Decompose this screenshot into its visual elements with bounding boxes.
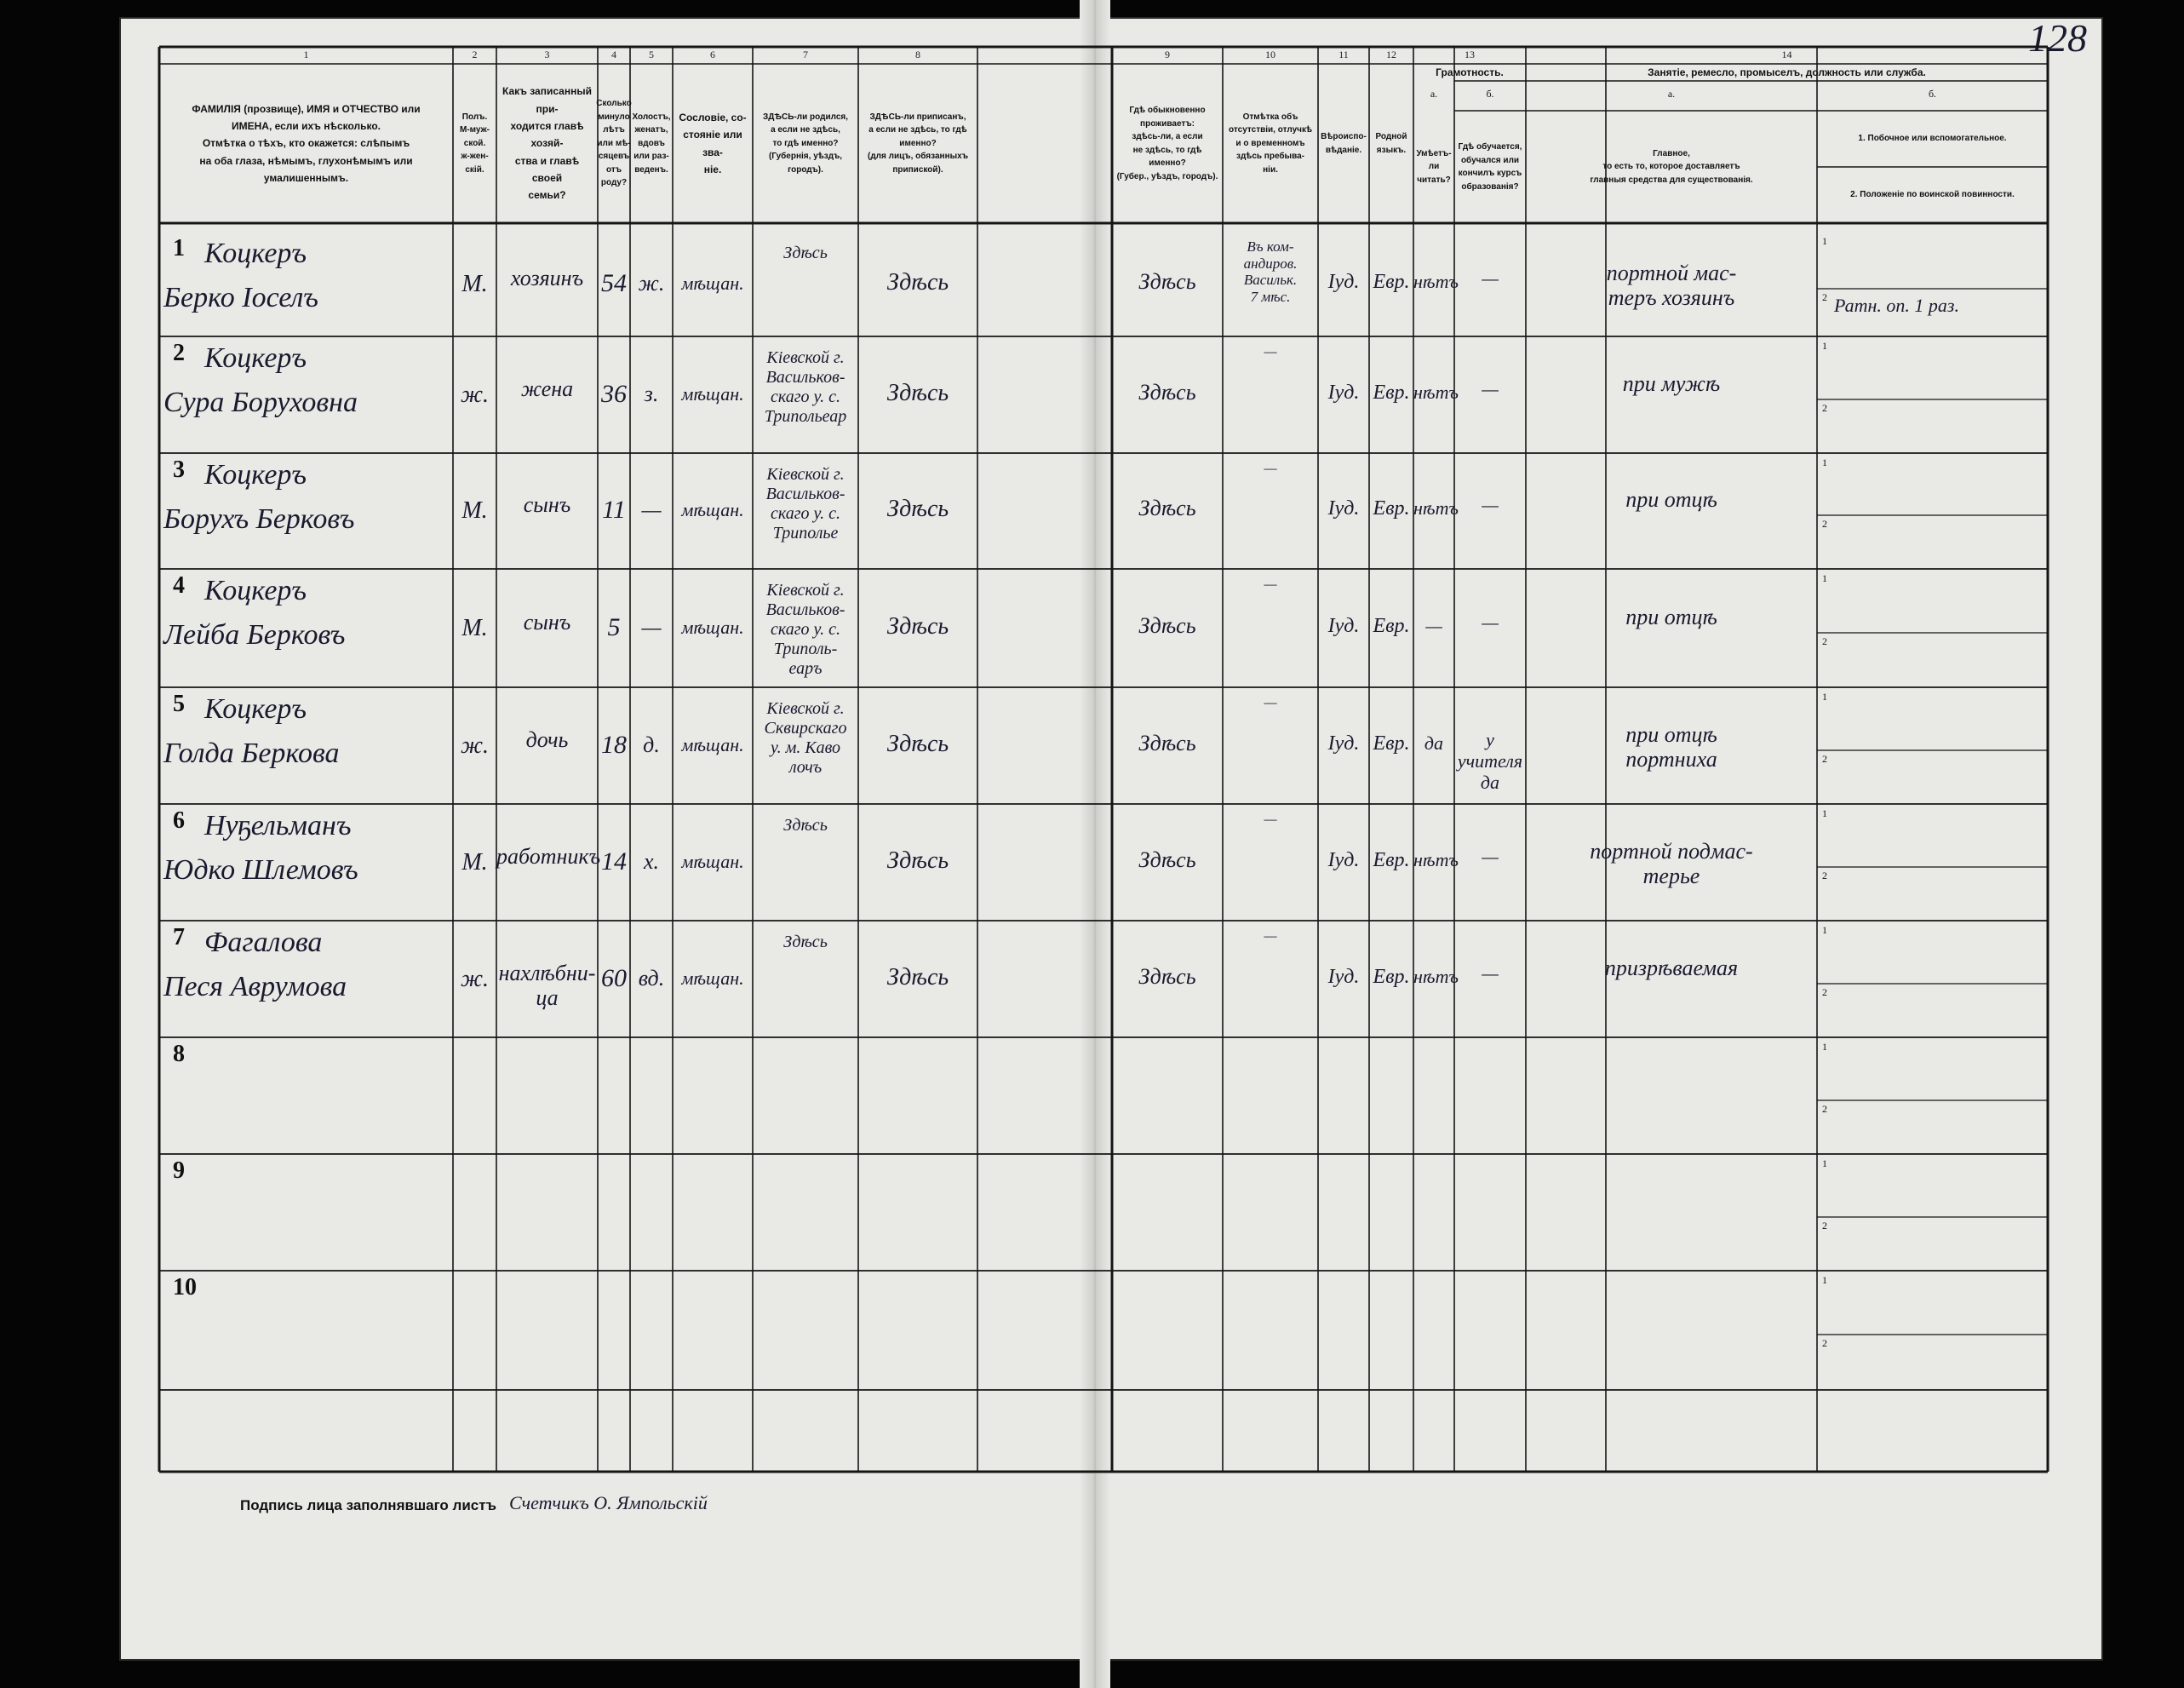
religion: Іуд. [1327, 614, 1360, 637]
header-c5: Холостъ, женатъ, вдовъ или раз- веденъ. [632, 112, 671, 175]
military-marker-2: 2 [1822, 1337, 1827, 1349]
sub-column-letter: а. [1667, 88, 1676, 100]
header-c7: ЗДѢСЬ-ли родился, а если не здѣсь, то гдѣ именно? (Губернія, уѣздъ, городъ). [762, 112, 849, 175]
header-c13a: Умѣетъ- ли читать? [1416, 148, 1452, 185]
sex: М. [461, 497, 488, 524]
given-name: Берко Іоселъ [163, 282, 318, 313]
literacy: — [1425, 614, 1442, 636]
residence: Здѣсь [1138, 268, 1196, 294]
occupation: призрѣваемая [1604, 955, 1739, 980]
residence: Здѣсь [1138, 496, 1196, 520]
military-status: Ратн. оп. 1 раз. [1834, 294, 1959, 316]
birthplace: Кіевской г. Васильков- скаго у. с. Триполь- еаръ [765, 581, 846, 678]
marital-status: х. [643, 848, 660, 874]
surname: Коцкеръ [204, 459, 307, 491]
religion: Іуд. [1327, 270, 1360, 293]
birthplace: Кіевской г. Васильков- скаго у. с. Трипольеар [764, 348, 847, 426]
birthplace: Кіевской г. Сквирскаго у. м. Каво лочъ [764, 699, 847, 777]
education: — [1482, 494, 1499, 515]
military-marker-2: 2 [1822, 291, 1827, 303]
estate: мѣщан. [681, 733, 744, 755]
relation: работникъ [496, 843, 601, 869]
absence-note: — [1264, 576, 1277, 592]
header-c11: Вѣроиспо- вѣданіе. [1321, 132, 1367, 155]
age: 5 [607, 612, 621, 641]
surname: Коцкеръ [204, 342, 307, 374]
table-row [159, 1037, 2048, 1154]
header-c13b: Гдѣ обучается, обучался или кончилъ курсъ образованія? [1458, 142, 1522, 192]
relation: хозяинъ [510, 265, 584, 290]
absence-note: — [1264, 694, 1277, 710]
military-marker-2: 2 [1822, 986, 1827, 998]
military-marker-2: 2 [1822, 1220, 1827, 1232]
relation: жена [520, 376, 574, 401]
sex: ж. [460, 965, 490, 992]
education: — [1482, 845, 1499, 867]
marital-status: — [641, 614, 662, 640]
folio-number: 128 [2028, 16, 2087, 60]
age: 18 [601, 730, 627, 759]
relation: сынъ [523, 492, 571, 517]
sub-column-letter: а. [1430, 88, 1438, 100]
language: Евр. [1373, 497, 1410, 520]
marital-status: вд. [638, 965, 665, 990]
column-number: 9 [1165, 49, 1170, 60]
age: 54 [601, 268, 627, 297]
column-number: 1 [303, 49, 309, 60]
religion: Іуд. [1327, 732, 1360, 755]
column-number: 5 [649, 49, 654, 60]
table-row [159, 1271, 2048, 1390]
sex: М. [461, 614, 488, 641]
given-name: Юдко Шлемовъ [163, 854, 358, 886]
education: у учителя да [1457, 728, 1523, 794]
row-number: 7 [173, 924, 185, 950]
header-c6: Сословіе, со- стояніе или зва- ніе. [679, 111, 747, 175]
header-c13: Грамотность. [1436, 66, 1504, 78]
residence: Здѣсь [1138, 730, 1196, 755]
absence-note: Въ ком- андиров. Васильк. 7 мѣс. [1243, 238, 1298, 305]
row-number: 3 [173, 456, 185, 483]
header-c14: Занятіе, ремесло, промыселъ, должность или служба. [1648, 66, 1926, 78]
education: — [1482, 267, 1499, 289]
absence-note: — [1264, 343, 1277, 359]
registered-place: Здѣсь [886, 963, 949, 990]
estate: мѣщан. [681, 499, 744, 520]
column-number: 12 [1386, 49, 1396, 60]
registered-place: Здѣсь [886, 730, 949, 757]
language: Евр. [1373, 848, 1410, 871]
estate: мѣщан. [681, 272, 744, 294]
language: Евр. [1373, 732, 1410, 755]
residence: Здѣсь [1138, 963, 1196, 989]
side-marker-1: 1 [1822, 1274, 1827, 1286]
header-c2: Полъ. М-муж- ской. ж-жен- скій. [459, 112, 490, 175]
side-marker-1: 1 [1822, 456, 1827, 468]
column-number: 4 [611, 49, 616, 60]
relation: дочь [525, 726, 569, 752]
surname: Коцкеръ [204, 575, 307, 606]
marital-status: д. [643, 732, 660, 757]
column-number: 14 [1781, 49, 1792, 60]
absence-note: — [1264, 927, 1277, 944]
given-name: Лейба Берковъ [163, 619, 346, 651]
occupation: при мужѣ [1622, 370, 1721, 396]
signature-label: Подпись лица заполнявшаго листъ [240, 1497, 496, 1513]
column-number: 2 [472, 49, 478, 60]
side-marker-1: 1 [1822, 235, 1827, 247]
surname: Нуҕельманъ [204, 810, 352, 841]
sex: М. [461, 270, 488, 297]
age: 14 [601, 847, 627, 876]
religion: Іуд. [1327, 381, 1360, 404]
literacy: нѣтъ [1413, 965, 1459, 987]
given-name: Сура Боруховна [163, 387, 358, 418]
column-number: 7 [803, 49, 808, 60]
birthplace: Здѣсь [783, 244, 828, 262]
education: — [1482, 377, 1499, 399]
military-marker-2: 2 [1822, 1103, 1827, 1115]
estate: мѣщан. [681, 967, 744, 989]
header-c4: Сколько минуло лѣтъ или мѣ- сяцевъ отъ роду? [596, 99, 632, 188]
literacy: нѣтъ [1413, 848, 1459, 870]
residence: Здѣсь [1138, 379, 1196, 405]
row-number: 8 [173, 1041, 185, 1067]
given-name: Песя Аврумова [163, 971, 347, 1002]
relation: нахлѣбни- ца [498, 960, 596, 1011]
religion: Іуд. [1327, 965, 1360, 988]
table-row [159, 1154, 2048, 1271]
literacy: да [1424, 732, 1444, 754]
given-name: Борухъ Берковъ [163, 503, 355, 535]
row-number: 10 [173, 1274, 197, 1300]
birthplace: Здѣсь [783, 933, 828, 951]
header-c1: ФАМИЛІЯ (прозвище), ИМЯ и ОТЧЕСТВО или ИМЕНА, если ихъ нѣсколько. Отмѣтка о тѣхъ, кто окажется: слѣпымъ на оба глаза, нѣмымъ, глухонѣмымъ или умалишеннымъ. [192, 102, 421, 185]
header-c3: Какъ записанный при- ходится главѣ хозяй- ства и главѣ своей семьи? [502, 85, 592, 202]
row-number: 6 [173, 807, 185, 834]
side-marker-1: 1 [1822, 572, 1827, 584]
sub-column-letter: б. [1486, 88, 1494, 100]
header-c14a: Главное, то есть то, которое доставляетъ главныя средства для существованія. [1590, 148, 1753, 185]
registered-place: Здѣсь [886, 847, 949, 874]
row-number: 9 [173, 1157, 185, 1184]
military-marker-2: 2 [1822, 753, 1827, 765]
column-number: 6 [710, 49, 715, 60]
side-marker-1: 1 [1822, 1041, 1827, 1053]
header-c8: ЗДѢСЬ-ли приписанъ, а если не здѣсь, то гдѣ именно? (для лицъ, обязанныхъ припиской). [868, 112, 968, 175]
literacy: нѣтъ [1413, 497, 1459, 519]
signature-value: Счетчикъ О. Ямпольскій [509, 1492, 708, 1513]
age: 11 [602, 496, 626, 524]
literacy: нѣтъ [1413, 381, 1459, 403]
estate: мѣщан. [681, 850, 744, 872]
literacy: нѣтъ [1413, 270, 1459, 292]
age: 36 [601, 379, 627, 408]
registered-place: Здѣсь [886, 496, 949, 522]
relation: сынъ [523, 609, 571, 634]
column-number: 10 [1265, 49, 1275, 60]
sex: ж. [460, 732, 490, 759]
header-c14b2: 2. Положеніе по воинской повинности. [1850, 190, 2015, 200]
religion: Іуд. [1327, 497, 1360, 520]
header-c12: Родной языкъ. [1375, 132, 1407, 155]
column-number: 3 [544, 49, 550, 60]
column-number: 8 [915, 49, 920, 60]
age: 60 [601, 963, 627, 992]
occupation: при отцѣ [1625, 604, 1717, 629]
occupation: при отцѣ [1625, 487, 1717, 512]
side-marker-1: 1 [1822, 340, 1827, 352]
residence: Здѣсь [1138, 847, 1196, 872]
side-marker-1: 1 [1822, 924, 1827, 936]
marital-status: з. [644, 381, 659, 406]
row-number: 5 [173, 691, 185, 717]
surname: Фагалова [204, 927, 323, 958]
military-marker-2: 2 [1822, 518, 1827, 530]
language: Евр. [1373, 614, 1410, 637]
surname: Коцкеръ [204, 693, 307, 725]
side-marker-1: 1 [1822, 807, 1827, 819]
language: Евр. [1373, 381, 1410, 404]
residence: Здѣсь [1138, 612, 1196, 638]
religion: Іуд. [1327, 848, 1360, 871]
language: Евр. [1373, 270, 1410, 293]
header-c14b1: 1. Побочное или вспомогательное. [1858, 134, 2007, 144]
estate: мѣщан. [681, 616, 744, 638]
education: — [1482, 962, 1499, 984]
column-number: 11 [1338, 49, 1349, 60]
header-c9: Гдѣ обыкновенно проживаетъ: здѣсь-ли, а если не здѣсь, то гдѣ именно? (Губер., уѣздъ, городъ). [1116, 106, 1218, 181]
estate: мѣщан. [681, 382, 744, 405]
marital-status: — [641, 497, 662, 522]
military-marker-2: 2 [1822, 402, 1827, 414]
sub-column-letter: б. [1928, 88, 1937, 100]
military-marker-2: 2 [1822, 870, 1827, 881]
birthplace: Кіевской г. Васильков- скаго у. с. Триполье [765, 465, 846, 543]
language: Евр. [1373, 965, 1410, 988]
registered-place: Здѣсь [886, 612, 949, 640]
row-number: 2 [173, 340, 185, 366]
given-name: Голда Беркова [163, 738, 340, 769]
marital-status: ж. [638, 270, 665, 296]
side-marker-1: 1 [1822, 691, 1827, 703]
education: — [1482, 611, 1499, 633]
birthplace: Здѣсь [783, 816, 828, 835]
row-number: 1 [173, 235, 185, 261]
header-c10: Отмѣтка объ отсутствіи, отлучкѣ и о временномъ здѣсь пребыва- ніи. [1229, 112, 1312, 175]
occupation: портной подмас- терье [1590, 838, 1753, 889]
sex: М. [461, 848, 488, 876]
military-marker-2: 2 [1822, 635, 1827, 647]
column-number: 13 [1465, 49, 1475, 60]
absence-note: — [1264, 460, 1277, 476]
occupation: портной мас- теръ хозяинъ [1606, 260, 1737, 311]
occupation: при отцѣ портниха [1625, 721, 1717, 772]
registered-place: Здѣсь [886, 268, 949, 296]
surname: Коцкеръ [204, 238, 307, 269]
row-number: 4 [173, 572, 185, 599]
registered-place: Здѣсь [886, 379, 949, 406]
side-marker-1: 1 [1822, 1157, 1827, 1169]
absence-note: — [1264, 811, 1277, 827]
sex: ж. [460, 381, 490, 408]
